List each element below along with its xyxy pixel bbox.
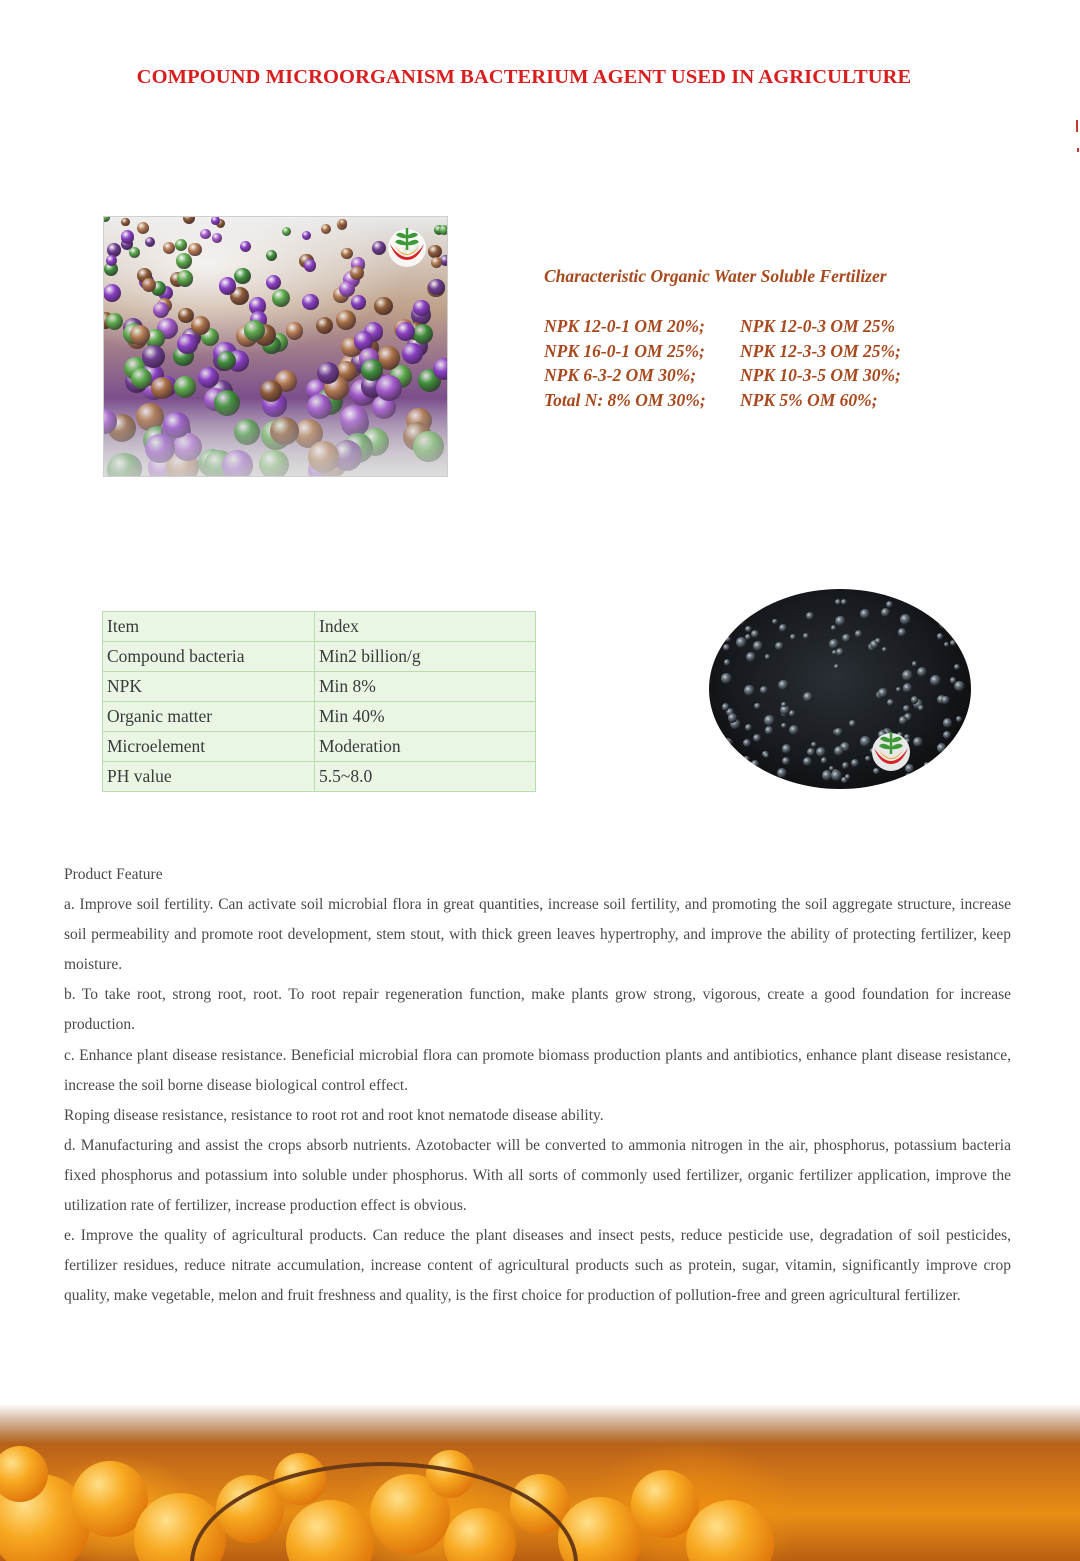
granule xyxy=(831,770,842,781)
feature-paragraph-c2: Roping disease resistance, resistance to root rot and root knot nematode disease ability. xyxy=(64,1106,604,1124)
granule xyxy=(744,609,753,618)
granule xyxy=(956,716,963,723)
granule xyxy=(751,760,759,768)
granule xyxy=(782,757,790,765)
granule xyxy=(743,739,751,747)
granule xyxy=(943,718,953,728)
granule xyxy=(930,675,941,686)
spec-list-right xyxy=(740,314,901,412)
granule xyxy=(924,762,929,767)
granule xyxy=(834,664,839,669)
granule xyxy=(781,723,787,729)
granule xyxy=(903,683,912,692)
granule xyxy=(896,687,902,693)
granule xyxy=(898,628,907,637)
product-feature-section xyxy=(64,860,1011,1311)
granule xyxy=(834,746,844,756)
granule xyxy=(743,756,749,762)
granule xyxy=(845,774,851,780)
granule xyxy=(899,716,908,725)
granule xyxy=(731,757,737,763)
granule xyxy=(881,608,890,617)
granule xyxy=(882,647,887,652)
granule xyxy=(829,639,839,649)
granule xyxy=(841,599,847,605)
granule xyxy=(807,748,815,756)
feature-heading: Product Feature xyxy=(64,866,163,883)
granule xyxy=(722,703,730,711)
spec-item: NPK 5% OM 60%; xyxy=(740,389,878,410)
granule xyxy=(790,634,796,640)
granule xyxy=(782,744,791,753)
table-cell-item: Microelement xyxy=(103,732,315,762)
granule xyxy=(941,696,949,704)
spec-table xyxy=(102,611,536,792)
granule xyxy=(875,638,881,644)
granule xyxy=(937,743,947,753)
brand-logo-icon xyxy=(384,222,430,268)
spec-item: Total N: 8% OM 30%; xyxy=(544,389,706,410)
table-cell-index: 5.5~8.0 xyxy=(315,762,536,792)
granule xyxy=(900,614,911,625)
granule xyxy=(860,609,869,618)
page-title: COMPOUND MICROORGANISM BACTERIUM AGENT USED IN AGRICULTURE xyxy=(136,66,912,88)
spec-list-left xyxy=(544,314,706,412)
orange-fruit xyxy=(686,1500,774,1561)
table-row xyxy=(103,642,536,672)
feature-paragraph-b: b. To take root, strong root, root. To root repair regeneration function, make plants grow strong, vigorous, create a good foundation for increase production. xyxy=(64,986,1011,1034)
granule xyxy=(746,652,756,662)
spec-heading: Characteristic Organic Water Soluble Fertilizer xyxy=(544,266,887,286)
spec-item: NPK 12-0-1 OM 20%; xyxy=(544,316,705,336)
granule xyxy=(725,748,733,756)
granule xyxy=(937,633,944,640)
granule xyxy=(917,667,927,677)
edge-mark xyxy=(1077,148,1079,152)
granule xyxy=(816,747,827,758)
granule xyxy=(842,762,849,769)
granule xyxy=(940,771,949,780)
granule xyxy=(905,773,913,781)
granule xyxy=(950,640,956,646)
brand-logo-icon xyxy=(868,726,914,772)
granule xyxy=(835,599,841,605)
spec-item: NPK 16-0-1 OM 25%; xyxy=(544,340,705,361)
granule xyxy=(789,710,796,717)
granule xyxy=(943,731,951,739)
granule xyxy=(886,601,893,608)
granule xyxy=(779,624,787,632)
banner-fade xyxy=(0,1404,1080,1444)
granule xyxy=(723,644,730,651)
granule xyxy=(944,642,949,647)
granule xyxy=(842,634,850,642)
granule xyxy=(753,734,762,743)
granule xyxy=(744,600,754,610)
granule xyxy=(744,685,755,696)
table-cell-index: Min 8% xyxy=(315,672,536,702)
granule xyxy=(751,630,759,638)
table-cell-index: Min2 billion/g xyxy=(315,642,536,672)
granule xyxy=(855,630,863,638)
table-cell-item: Item xyxy=(103,612,315,642)
granule xyxy=(754,703,760,709)
spec-item: NPK 6-3-2 OM 30%; xyxy=(544,365,697,385)
granule xyxy=(764,753,769,758)
granule xyxy=(724,659,731,666)
granule xyxy=(918,773,927,782)
granule xyxy=(764,715,775,726)
table-cell-item: NPK xyxy=(103,672,315,702)
granule xyxy=(745,634,751,640)
granule xyxy=(806,612,814,620)
table-cell-index: Moderation xyxy=(315,732,536,762)
granule xyxy=(728,713,737,722)
granule xyxy=(913,737,923,747)
granule xyxy=(753,641,763,651)
granule xyxy=(772,619,778,625)
table-row xyxy=(103,702,536,732)
table-cell-index: Index xyxy=(315,612,536,642)
black-granules-photo xyxy=(709,589,971,789)
granule xyxy=(778,680,788,690)
feature-paragraph-d: d. Manufacturing and assist the crops absorb nutrients. Azotobacter will be converted to ammonia nitrogen in the air, phosphorus, potassium bacteria fixed phosphorus and potassium into soluble under phosphorus. With all sorts of commonly used fertilizer, organic fertilizer application, improve the utilization rate of fertilizer, increase production effect is obvious. xyxy=(64,1136,1011,1215)
table-cell-item: PH value xyxy=(103,762,315,792)
granule xyxy=(939,618,950,629)
spec-item: NPK 12-0-3 OM 25% xyxy=(740,316,896,336)
granule xyxy=(943,603,952,612)
granule xyxy=(851,759,859,767)
granule xyxy=(811,742,817,748)
granule xyxy=(903,705,910,712)
feature-paragraph-e: e. Improve the quality of agricultural products. Can reduce the plant diseases and insect pests, reduce pesticide use, degradation of soil pesticides, fertilizer residues, reduce nitrate accumulation, increase content of agricultural products such as protein, sugar, vitamin, significantly improve crop quality, make vegetable, melon and fruit freshness and quality, is the first choice for production of pollution-free and green agricultural fertilizer. xyxy=(64,1227,1011,1305)
edge-mark xyxy=(1076,120,1078,132)
granule xyxy=(878,688,888,698)
granule xyxy=(725,636,731,642)
granule xyxy=(954,664,960,670)
granule xyxy=(887,699,894,706)
table-cell-index: Min 40% xyxy=(315,702,536,732)
granule xyxy=(737,617,745,625)
feature-paragraph-a: a. Improve soil fertility. Can activate soil microbial flora in great quantities, increase soil fertility, and promoting the soil aggregate structure, increase soil permeability and promote root development, stem stout, with thick green leaves hypertrophy, and improve the ability of protecting fertilizer, keep moisture. xyxy=(64,896,1011,974)
granule xyxy=(849,720,855,726)
granule xyxy=(765,726,773,734)
granule xyxy=(745,724,752,731)
table-row xyxy=(103,732,536,762)
granule xyxy=(744,765,749,770)
granule xyxy=(954,681,964,691)
granule xyxy=(923,603,931,611)
granule xyxy=(721,673,732,684)
table-cell-item: Compound bacteria xyxy=(103,642,315,672)
granule xyxy=(760,686,768,694)
granule xyxy=(836,648,844,656)
granule xyxy=(912,661,918,667)
granule xyxy=(918,705,924,711)
granule xyxy=(789,725,799,735)
granule xyxy=(803,757,812,766)
spec-item: NPK 12-3-3 OM 25%; xyxy=(740,340,901,361)
granule xyxy=(777,768,787,778)
granule xyxy=(943,752,951,760)
granule xyxy=(821,757,827,763)
granule xyxy=(803,692,813,702)
granule xyxy=(834,728,843,737)
granule xyxy=(911,696,918,703)
table-cell-item: Organic matter xyxy=(103,702,315,732)
granule xyxy=(902,670,913,681)
granule xyxy=(953,629,963,639)
granule xyxy=(835,616,846,627)
granule xyxy=(765,654,771,660)
granule xyxy=(775,642,783,650)
spec-item: NPK 10-3-5 OM 30%; xyxy=(740,365,901,385)
table-row xyxy=(103,672,536,702)
granule xyxy=(831,625,836,630)
table-row xyxy=(103,762,536,792)
feature-paragraph-c: c. Enhance plant disease resistance. Beneficial microbial flora can promote biomass production plants and antibiotics, enhance plant disease resistance, increase the soil borne disease biological control effect. xyxy=(64,1046,1011,1094)
table-row xyxy=(103,612,536,642)
oranges-banner-image xyxy=(0,1404,1080,1561)
granule xyxy=(803,633,809,639)
